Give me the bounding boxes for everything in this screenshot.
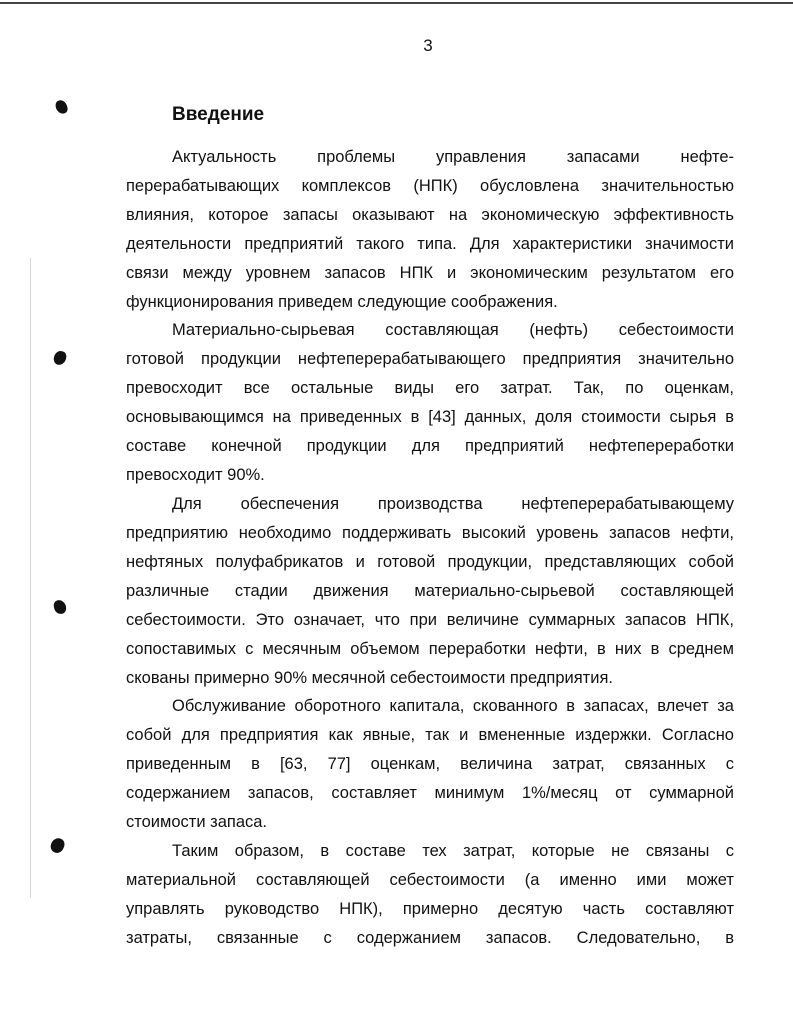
scan-mark <box>52 350 67 367</box>
text-line: деятельности предприятий такого типа. Для характеристики значимости <box>126 235 734 253</box>
scan-mark <box>48 836 66 855</box>
scan-mark <box>54 99 69 116</box>
paragraph <box>126 692 734 837</box>
paragraph <box>126 837 734 953</box>
text-line: предприятию необходимо поддерживать высокий уровень запасов нефти, <box>126 524 734 542</box>
text-line: собой для предприятия как явные, так и вмененные издержки. Согласно <box>126 726 734 744</box>
paragraph <box>126 143 734 317</box>
scan-mark <box>53 599 67 615</box>
text-line: Актуальность проблемы управления запасами нефте- <box>172 148 734 166</box>
text-line: материальной составляющей себестоимости (а именно ими может <box>126 871 734 889</box>
text-line: превосходит 90%. <box>126 466 265 484</box>
text-line: управлять руководство НПК), примерно десятую часть составляют <box>126 900 734 918</box>
page-number: 3 <box>423 36 433 55</box>
text-line: основывающимся на приведенных в [43] данных, доля стоимости сырья в <box>126 408 734 426</box>
paragraph <box>126 490 734 693</box>
text-line: Обслуживание оборотного капитала, скованного в запасах, влечет за <box>172 697 734 715</box>
text-line: приведенным в [63, 77] оценкам, величина затрат, связанных с <box>126 755 734 773</box>
section-heading: Введение <box>172 104 265 125</box>
text-line: различные стадии движения материально-сырьевой составляющей <box>126 582 734 600</box>
text-line: стоимости запаса. <box>126 813 268 831</box>
text-line: Материально-сырьевая составляющая (нефть) себестоимости <box>172 321 734 339</box>
text-line: затраты, связанные с содержанием запасов. Следовательно, в <box>126 929 734 947</box>
text-line: влияния, которое запасы оказывают на экономическую эффективность <box>126 206 734 224</box>
text-line: связи между уровнем запасов НПК и экономическим результатом его <box>126 264 734 282</box>
text-line: функционирования приведем следующие соображения. <box>126 293 558 311</box>
paragraph <box>126 316 734 490</box>
text-line: превосходит все остальные виды его затрат. Так, по оценкам, <box>126 379 734 397</box>
text-line: перерабатывающих комплексов (НПК) обусловлена значительностью <box>126 177 734 195</box>
text-line: сопоставимых с месячным объемом переработки нефти, в них в среднем <box>126 640 734 658</box>
top-border-line <box>0 2 793 4</box>
text-line: Таким образом, в составе тех затрат, которые не связаны с <box>172 842 734 860</box>
text-line: составе конечной продукции для предприятий нефтепереработки <box>126 437 734 455</box>
text-line: Для обеспечения производства нефтеперерабатывающему <box>172 495 734 513</box>
text-line: нефтяных полуфабрикатов и готовой продукции, представляющих собой <box>126 553 734 571</box>
text-line: готовой продукции нефтеперерабатывающего предприятия значительно <box>126 350 734 368</box>
left-margin-line <box>30 258 31 898</box>
text-line: содержанием запасов, составляет минимум 1%/месяц от суммарной <box>126 784 734 802</box>
text-line: себестоимости. Это означает, что при величине суммарных запасов НПК, <box>126 611 734 629</box>
text-line: скованы примерно 90% месячной себестоимости предприятия. <box>126 669 613 687</box>
